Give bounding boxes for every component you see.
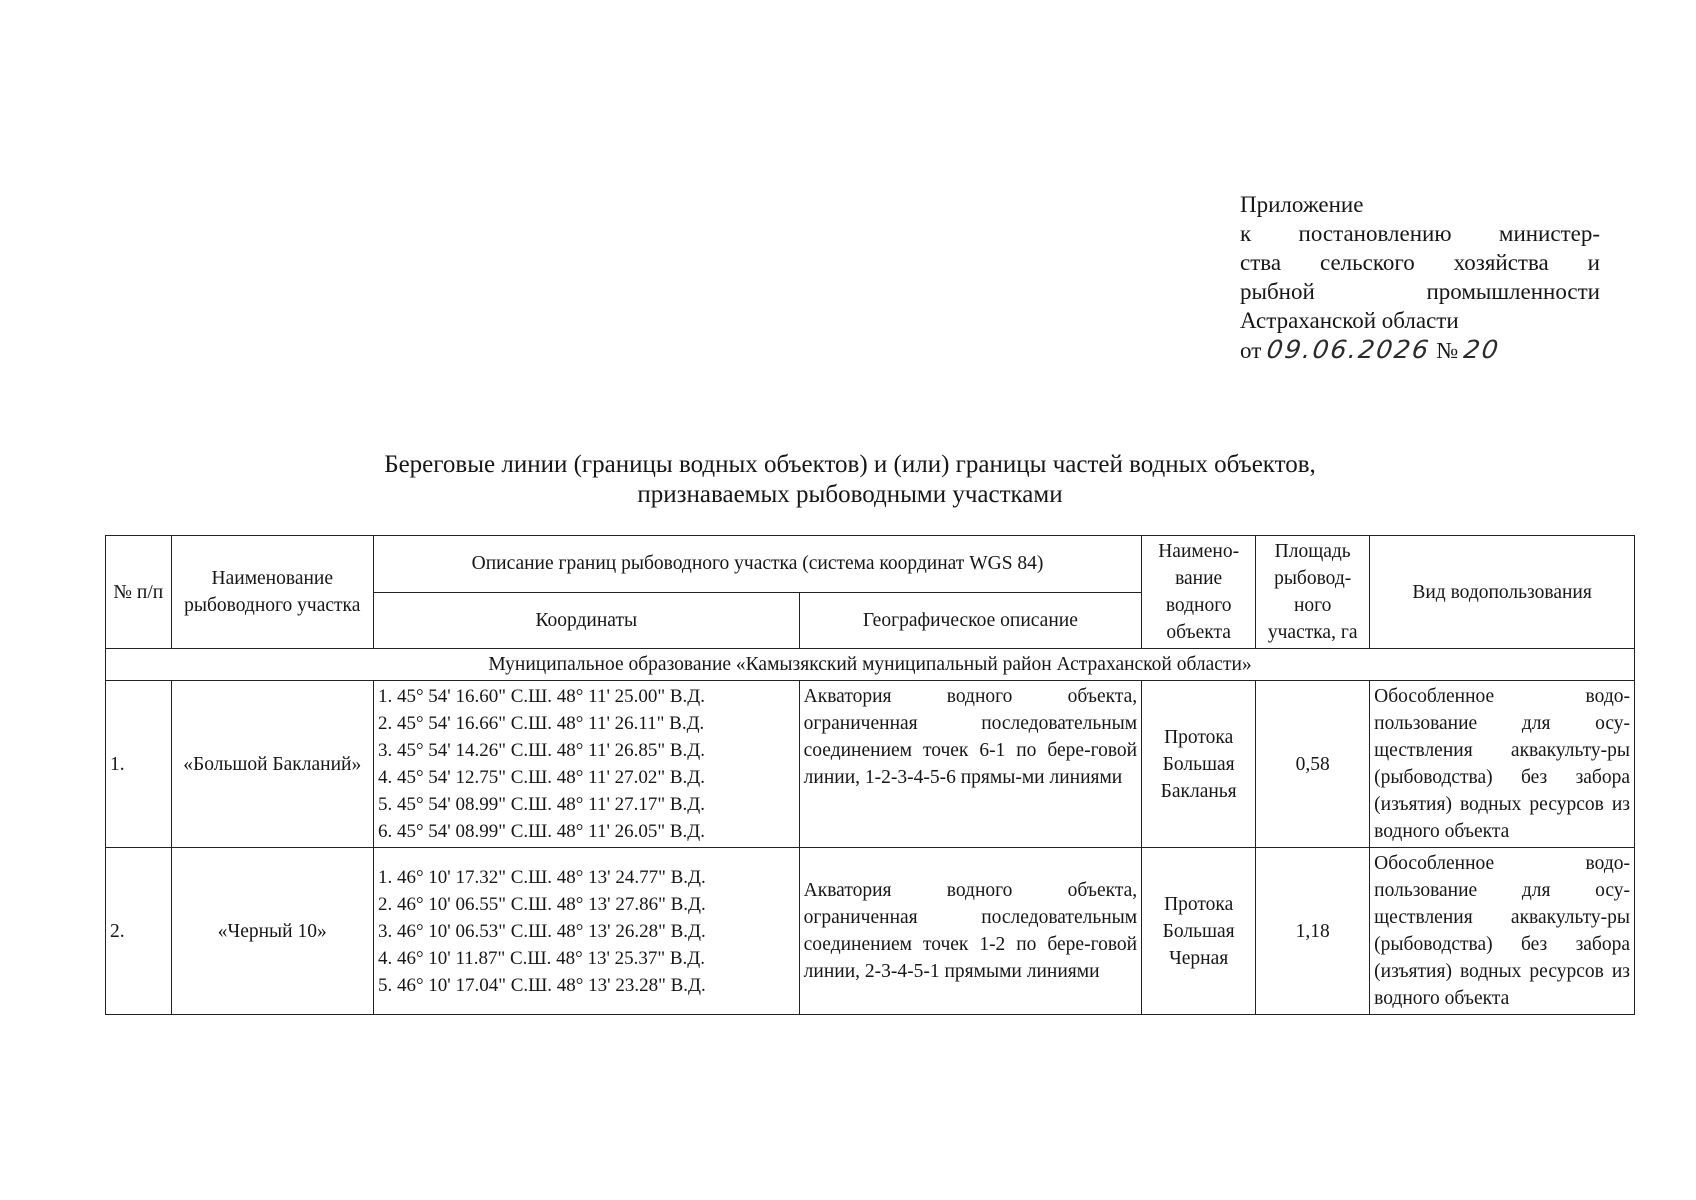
header-geo: Географическое описание — [799, 592, 1141, 649]
coord-line: 1. 46° 10' 17.32" С.Ш. 48° 13' 24.77" В.Д. — [377, 866, 706, 888]
appendix-line: к постановлению министер- — [1240, 221, 1600, 246]
header-num: № п/п — [106, 536, 172, 649]
row-coords — [373, 848, 799, 1015]
header-water-body: Наимено-вание водного объекта — [1142, 536, 1256, 649]
appendix-line: Астраханской области — [1240, 308, 1459, 333]
coord-line: 1. 45° 54' 16.60" С.Ш. 48° 11' 25.00" В.Д. — [377, 686, 706, 707]
table-row — [106, 681, 1635, 848]
appendix-line: рыбной промышленности — [1240, 279, 1600, 304]
table-row — [106, 848, 1635, 1015]
number-label: № — [1436, 338, 1459, 363]
coord-line: 5. 46° 10' 17.04" С.Ш. 48° 13' 23.28" В.Д. — [377, 974, 706, 996]
row-num: 1. — [106, 681, 172, 848]
coord-line: 3. 46° 10' 06.53" С.Ш. 48° 13' 26.28" В.Д. — [377, 920, 706, 942]
header-name: Наименование рыбоводного участка — [171, 536, 373, 649]
from-label: от — [1240, 338, 1262, 363]
header-coordinates: Координаты — [373, 592, 799, 649]
header-area: Площадь рыбовод-ного участка, га — [1256, 536, 1370, 649]
appendix-block — [1240, 190, 1600, 365]
row-geo: Акватория водного объекта, ограниченная последовательным соединением точек 1-2 по бере-говой линии, 2-3-4-5-1 прямыми линиями — [799, 848, 1141, 1015]
appendix-date-line — [1240, 335, 1600, 365]
row-use-type: Обособленное водо-пользование для осу-ществления аквакульту-ры (рыбоводства) без забора (изъятия) водных ресурсов из водного объекта — [1370, 681, 1635, 848]
row-name: «Большой Бакланий» — [171, 681, 373, 848]
row-num: 2. — [106, 848, 172, 1015]
row-water-body: Протока Большая Черная — [1142, 848, 1256, 1015]
document-title — [300, 450, 1400, 510]
title-line-1: Береговые линии (границы водных объектов) и (или) границы частей водных объектов, — [384, 451, 1316, 478]
title-line-2: признаваемых рыбоводными участками — [637, 481, 1063, 508]
section-row — [106, 649, 1635, 681]
coord-line: 4. 45° 54' 12.75" С.Ш. 48° 11' 27.02" В.Д. — [377, 767, 706, 788]
row-coords — [373, 681, 799, 848]
coord-line: 2. 46° 10' 06.55" С.Ш. 48° 13' 27.86" В.Д. — [377, 893, 706, 915]
handwritten-number: 20 — [1462, 335, 1503, 364]
appendix-line: ства сельского хозяйства и — [1240, 250, 1600, 275]
header-description-group: Описание границ рыбоводного участка (система координат WGS 84) — [373, 536, 1141, 593]
row-water-body: Протока Большая Бакланья — [1142, 681, 1256, 848]
header-use-type: Вид водопользования — [1370, 536, 1635, 649]
row-area: 1,18 — [1256, 848, 1370, 1015]
row-name: «Черный 10» — [171, 848, 373, 1015]
fish-plots-table — [105, 535, 1635, 1015]
coord-line: 5. 45° 54' 08.99" С.Ш. 48° 11' 27.17" В.Д. — [377, 794, 706, 815]
row-area: 0,58 — [1256, 681, 1370, 848]
row-geo: Акватория водного объекта, ограниченная последовательным соединением точек 6-1 по бере-говой линии, 1-2-3-4-5-6 прямы-ми линиями — [799, 681, 1141, 848]
coord-line: 2. 45° 54' 16.66" С.Ш. 48° 11' 26.11" В.Д. — [377, 713, 705, 734]
coord-line: 3. 45° 54' 14.26" С.Ш. 48° 11' 26.85" В.Д. — [377, 740, 706, 761]
appendix-title: Приложение — [1240, 192, 1364, 217]
section-label: Муниципальное образование «Камызякский муниципальный район Астраханской области» — [106, 649, 1635, 681]
handwritten-date: 09.06.2026 — [1265, 335, 1433, 364]
row-use-type: Обособленное водо-пользование для осу-ществления аквакульту-ры (рыбоводства) без забора (изъятия) водных ресурсов из водного объекта — [1370, 848, 1635, 1015]
coord-line: 6. 45° 54' 08.99" С.Ш. 48° 11' 26.05" В.Д. — [377, 821, 706, 842]
coord-line: 4. 46° 10' 11.87" С.Ш. 48° 13' 25.37" В.Д. — [377, 947, 706, 969]
